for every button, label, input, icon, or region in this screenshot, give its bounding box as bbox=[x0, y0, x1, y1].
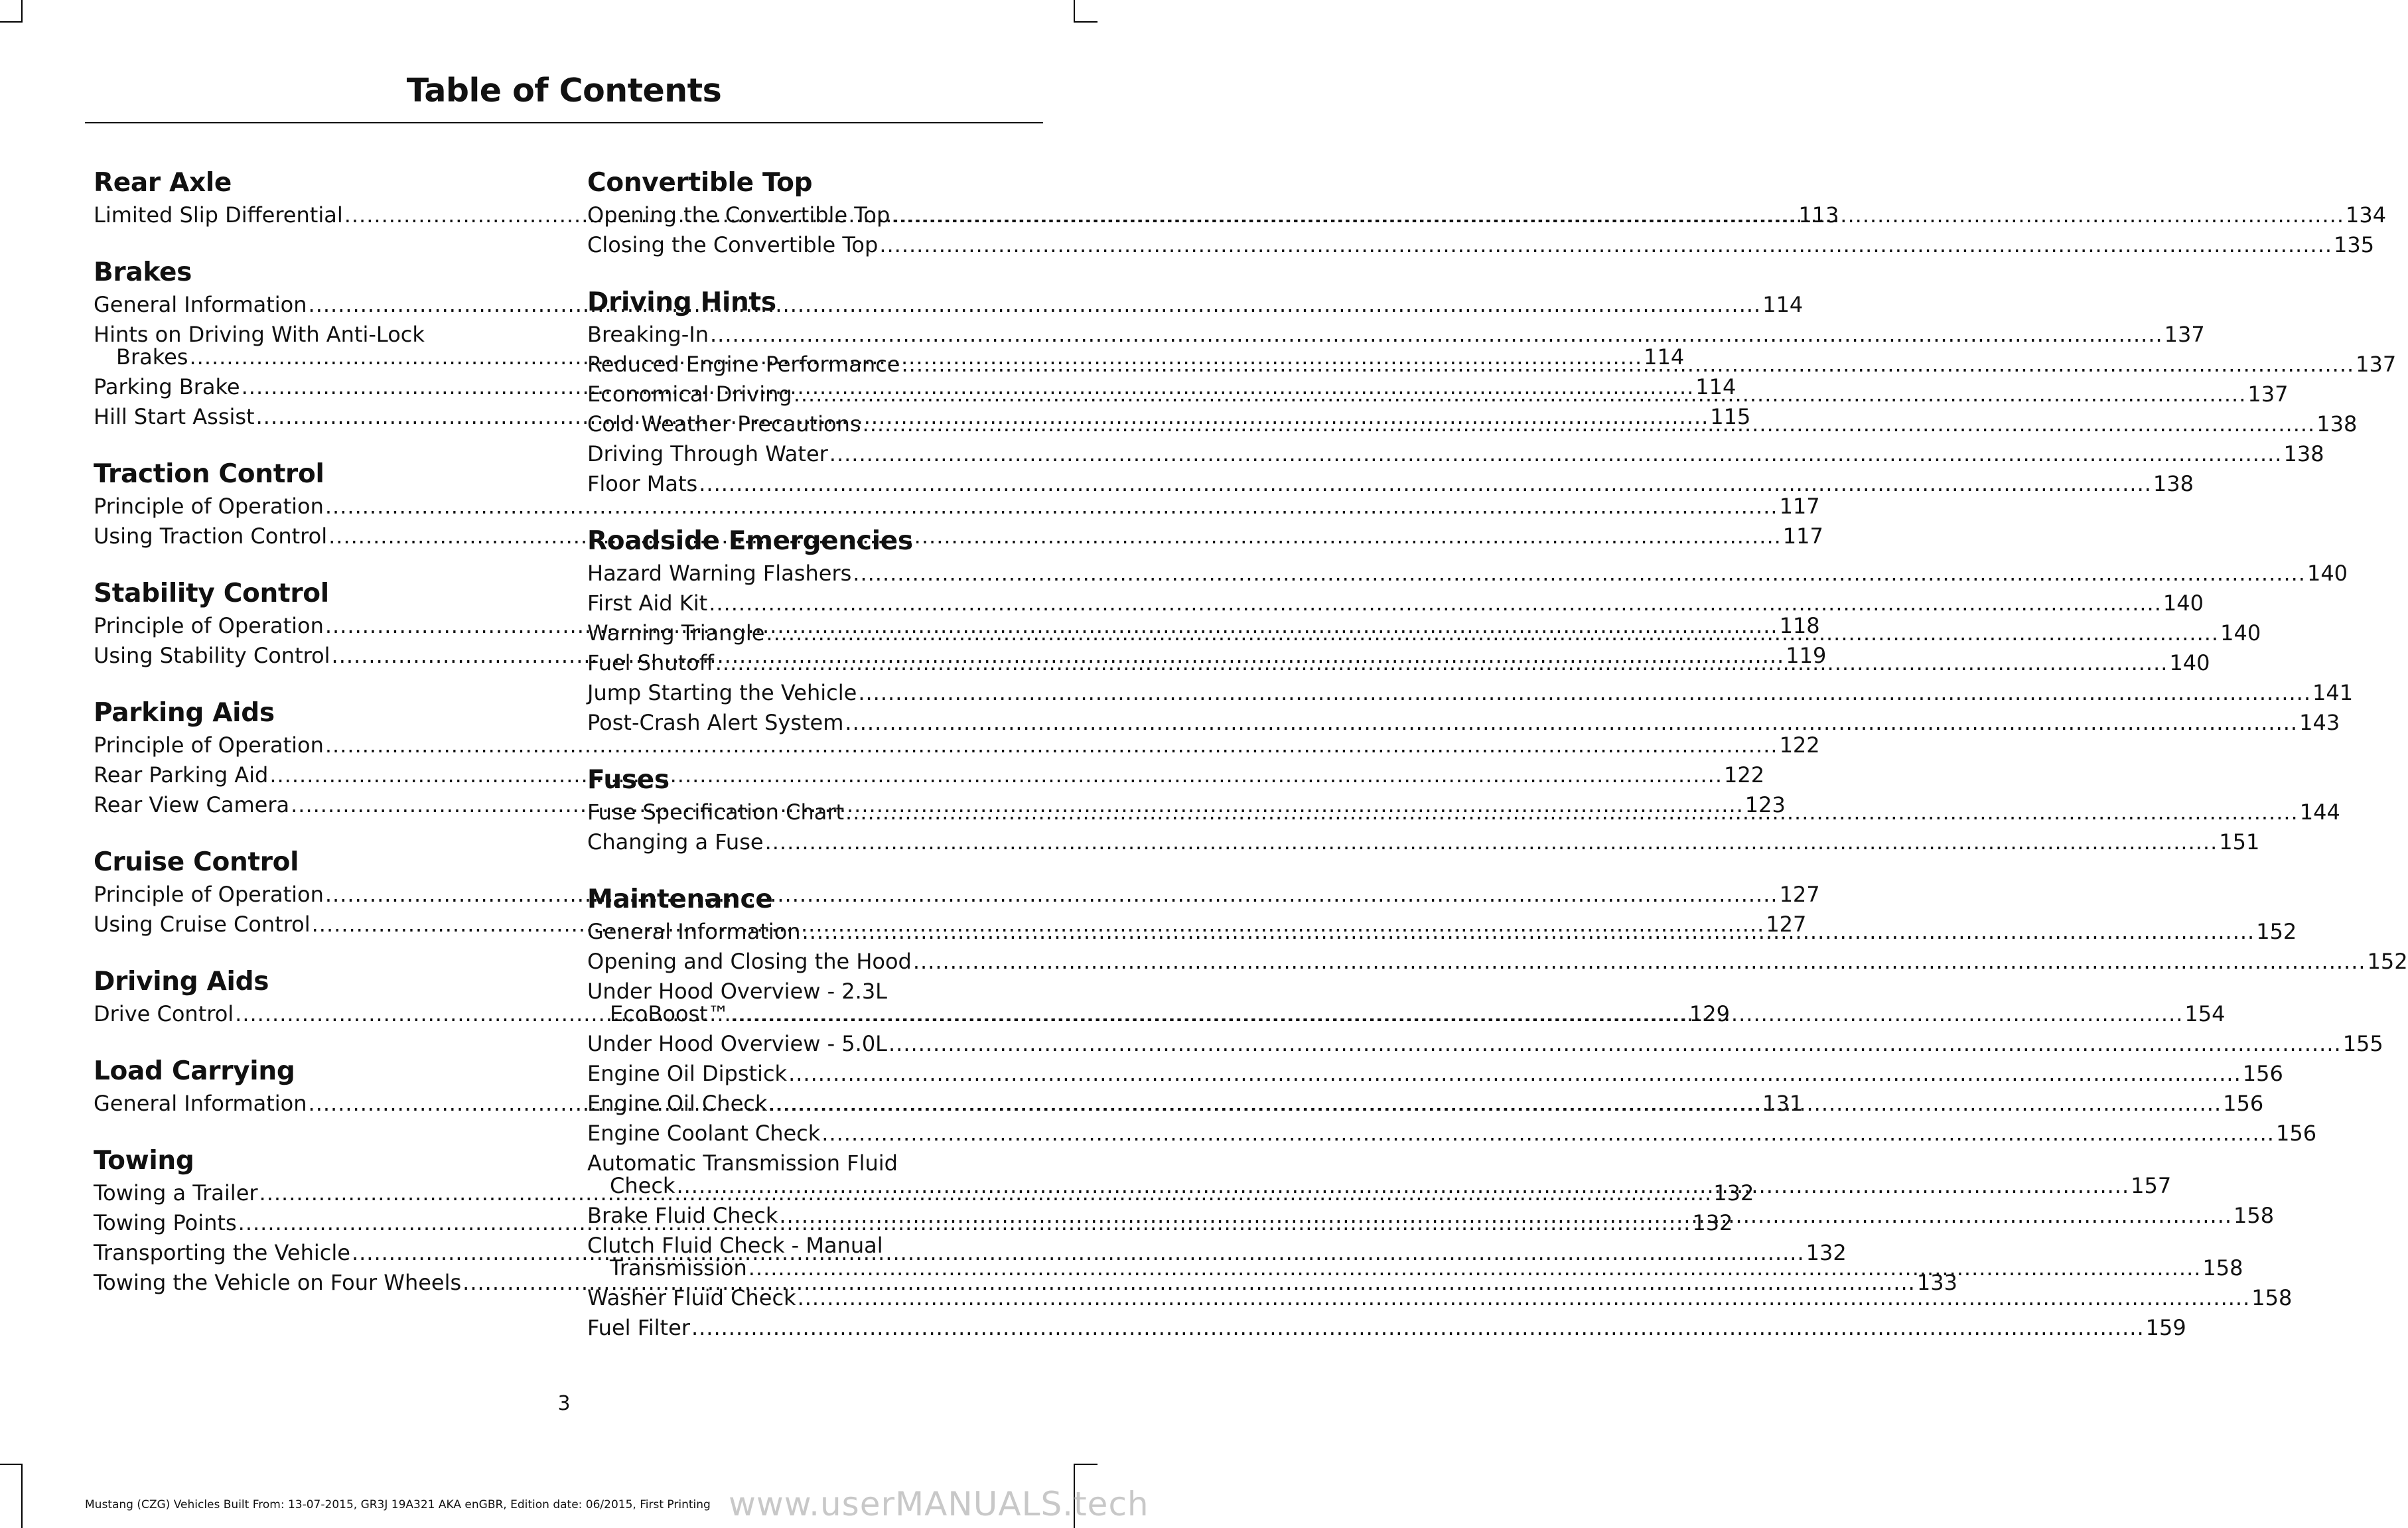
entry-page-number: 134 bbox=[2345, 202, 2387, 228]
entry-title: Engine Oil Check bbox=[587, 1091, 768, 1116]
entry-title: Closing the Convertible Top bbox=[587, 232, 879, 257]
entry-title: Limited Slip Differential bbox=[94, 202, 343, 228]
dot-leader bbox=[779, 1204, 2232, 1227]
entry-title: Jump Starting the Vehicle bbox=[587, 680, 857, 705]
toc-entry[interactable] bbox=[587, 1029, 2383, 1059]
dot-leader bbox=[715, 652, 2168, 674]
section-heading: Fuses bbox=[587, 765, 670, 795]
page-number: 3 bbox=[557, 1392, 571, 1415]
dot-leader bbox=[699, 472, 2152, 495]
section-heading: Rear Axle bbox=[94, 168, 232, 198]
entry-title: Changing a Fuse bbox=[587, 829, 764, 855]
dot-leader bbox=[901, 353, 2354, 376]
crop-mark bbox=[21, 1464, 23, 1528]
toc-entry[interactable] bbox=[587, 708, 2340, 738]
entry-page-number: 122 bbox=[1779, 732, 1820, 758]
entry-title: General Information bbox=[94, 292, 307, 317]
entry-title: Principle of Operation bbox=[94, 494, 324, 519]
dot-leader bbox=[802, 920, 2255, 943]
dot-leader bbox=[710, 323, 2163, 346]
entry-page-number: 140 bbox=[2169, 650, 2210, 675]
dot-leader bbox=[913, 950, 2366, 973]
toc-entry[interactable] bbox=[587, 559, 2348, 589]
entry-page-number: 114 bbox=[1695, 374, 1736, 399]
entry-title: Towing Points bbox=[94, 1210, 237, 1235]
entry-title: EcoBoost™ bbox=[610, 1001, 729, 1026]
dot-leader bbox=[676, 1174, 2129, 1197]
entry-page-number: 151 bbox=[2219, 829, 2260, 855]
section-heading: Traction Control bbox=[94, 459, 324, 489]
entry-page-number: 141 bbox=[2312, 680, 2354, 705]
entry-page-number: 155 bbox=[2342, 1031, 2383, 1056]
section-heading: Stability Control bbox=[94, 579, 329, 608]
entry-page-number: 158 bbox=[2251, 1285, 2293, 1310]
section-heading: Brakes bbox=[94, 257, 192, 287]
toc-entry[interactable] bbox=[587, 320, 2205, 350]
entry-title: Warning Triangle bbox=[587, 620, 765, 646]
dot-leader bbox=[858, 681, 2311, 704]
crop-mark bbox=[21, 0, 23, 23]
entry-title: Washer Fluid Check bbox=[587, 1285, 796, 1310]
entry-title: Check bbox=[610, 1173, 675, 1198]
dot-leader bbox=[821, 1122, 2275, 1145]
section-heading: Driving Hints bbox=[587, 287, 776, 317]
entry-title: Automatic Transmission Fluid bbox=[587, 1150, 898, 1176]
entry-title: Brakes bbox=[116, 344, 188, 370]
entry-title: Principle of Operation bbox=[94, 613, 324, 638]
entry-title: Hazard Warning Flashers bbox=[587, 561, 852, 586]
entry-page-number: 132 bbox=[1713, 1180, 1754, 1206]
entry-page-number: 123 bbox=[1744, 792, 1786, 817]
dot-leader bbox=[766, 622, 2219, 644]
section-heading: Convertible Top bbox=[587, 168, 813, 198]
toc-entry[interactable] bbox=[587, 678, 2354, 708]
dot-leader bbox=[325, 883, 1778, 906]
entry-page-number: 140 bbox=[2306, 561, 2348, 586]
dot-leader bbox=[829, 443, 2283, 465]
title-divider bbox=[85, 122, 1043, 123]
entry-title: Rear View Camera bbox=[94, 792, 290, 817]
toc-entry[interactable] bbox=[587, 1283, 2293, 1313]
toc-entry[interactable] bbox=[587, 827, 2260, 857]
entry-page-number: 143 bbox=[2299, 710, 2340, 735]
section-heading: Cruise Control bbox=[94, 847, 299, 877]
section-heading: Roadside Emergencies bbox=[587, 526, 913, 556]
entry-page-number: 113 bbox=[1798, 202, 1839, 228]
entry-title: Engine Coolant Check bbox=[587, 1121, 821, 1146]
entry-page-number: 137 bbox=[2164, 322, 2205, 347]
entry-title: Reduced Engine Performance bbox=[587, 352, 900, 377]
entry-page-number: 156 bbox=[2223, 1091, 2264, 1116]
section-heading: Load Carrying bbox=[94, 1056, 295, 1086]
entry-title: Economical Driving bbox=[587, 382, 792, 407]
toc-entry[interactable] bbox=[587, 1059, 2283, 1089]
entry-page-number: 154 bbox=[2184, 1001, 2226, 1026]
dot-leader bbox=[845, 801, 2299, 823]
entry-page-number: 158 bbox=[2233, 1203, 2275, 1228]
dot-leader bbox=[891, 204, 2344, 226]
entry-page-number: 114 bbox=[1644, 344, 1685, 370]
entry-title: Fuse Specification Chart bbox=[587, 799, 845, 825]
entry-title: Hints on Driving With Anti-Lock bbox=[94, 322, 425, 347]
entry-title: Engine Oil Dipstick bbox=[587, 1061, 788, 1086]
entry-title: Transporting the Vehicle bbox=[94, 1240, 350, 1265]
section-heading: Maintenance bbox=[587, 884, 773, 914]
crop-mark bbox=[0, 1464, 23, 1465]
crop-mark bbox=[1075, 21, 1098, 23]
entry-page-number: 138 bbox=[2316, 411, 2358, 437]
toc-entry[interactable] bbox=[587, 439, 2324, 469]
dot-leader bbox=[748, 1257, 2202, 1279]
entry-title: Principle of Operation bbox=[94, 732, 324, 758]
dot-leader bbox=[788, 1062, 2241, 1085]
entry-page-number: 138 bbox=[2153, 471, 2194, 496]
entry-page-number: 137 bbox=[2247, 382, 2289, 407]
toc-entry[interactable] bbox=[94, 730, 1820, 760]
entry-page-number: 158 bbox=[2202, 1255, 2243, 1281]
entry-page-number: 117 bbox=[1779, 494, 1820, 519]
dot-leader bbox=[879, 234, 2332, 256]
entry-page-number: 156 bbox=[2275, 1121, 2317, 1146]
toc-entry[interactable] bbox=[587, 1313, 2186, 1343]
entry-title: Using Traction Control bbox=[94, 523, 328, 549]
entry-title: Clutch Fluid Check - Manual bbox=[587, 1233, 883, 1258]
entry-title: Brake Fluid Check bbox=[587, 1203, 778, 1228]
toc-entry[interactable] bbox=[587, 947, 2408, 977]
entry-title: Post-Crash Alert System bbox=[587, 710, 844, 735]
page-title: Table of Contents bbox=[406, 72, 722, 109]
dot-leader bbox=[888, 1032, 2342, 1055]
entry-title: Fuel Shutoff bbox=[587, 650, 714, 675]
entry-page-number: 131 bbox=[1762, 1091, 1804, 1116]
dot-leader bbox=[853, 562, 2306, 585]
entry-title: Breaking-In bbox=[587, 322, 709, 347]
dot-leader bbox=[691, 1316, 2145, 1339]
entry-page-number: 129 bbox=[1689, 1001, 1730, 1026]
entry-title: Hill Start Assist bbox=[94, 404, 255, 429]
entry-title: Rear Parking Aid bbox=[94, 762, 269, 788]
toc-entry[interactable] bbox=[587, 589, 2204, 618]
dot-leader bbox=[794, 383, 2247, 405]
entry-title: Opening the Convertible Top bbox=[587, 202, 890, 228]
entry-title: Opening and Closing the Hood bbox=[587, 949, 912, 974]
dot-leader bbox=[325, 734, 1778, 756]
entry-title: Using Cruise Control bbox=[94, 912, 311, 937]
toc-entry[interactable] bbox=[587, 230, 2375, 260]
dot-leader bbox=[328, 525, 1782, 547]
dot-leader bbox=[768, 1092, 2222, 1115]
entry-page-number: 152 bbox=[2367, 949, 2408, 974]
entry-page-number: 157 bbox=[2131, 1173, 2172, 1198]
entry-title: Under Hood Overview - 5.0L bbox=[587, 1031, 887, 1056]
dot-leader bbox=[709, 592, 2162, 614]
entry-page-number: 152 bbox=[2256, 919, 2297, 944]
entry-page-number: 118 bbox=[1779, 613, 1820, 638]
dot-leader bbox=[765, 831, 2218, 853]
entry-title: Parking Brake bbox=[94, 374, 240, 399]
toc-entry[interactable] bbox=[587, 1119, 2317, 1148]
entry-page-number: 115 bbox=[1710, 404, 1751, 429]
dot-leader bbox=[845, 711, 2298, 734]
entry-page-number: 119 bbox=[1786, 643, 1827, 668]
footer-edition-info: Mustang (CZG) Vehicles Built From: 13-07-2015, GR3J 19A321 AKA enGBR, Edition date: 06/2015, First Printing bbox=[85, 1498, 711, 1511]
entry-title: General Information bbox=[587, 919, 801, 944]
entry-title: Using Stability Control bbox=[94, 643, 330, 668]
entry-title: Floor Mats bbox=[587, 471, 698, 496]
entry-page-number: 138 bbox=[2283, 441, 2324, 466]
dot-leader bbox=[309, 293, 1762, 316]
entry-page-number: 127 bbox=[1766, 912, 1807, 937]
entry-title: Drive Control bbox=[94, 1001, 234, 1026]
entry-page-number: 144 bbox=[2299, 799, 2340, 825]
dot-leader bbox=[863, 413, 2316, 435]
crop-mark bbox=[1074, 0, 1075, 23]
entry-page-number: 133 bbox=[1916, 1270, 1957, 1295]
section-heading: Towing bbox=[94, 1146, 194, 1176]
entry-title: Cold Weather Precautions bbox=[587, 411, 861, 437]
entry-title: Fuel Filter bbox=[587, 1315, 690, 1340]
entry-title: Transmission bbox=[610, 1255, 747, 1281]
entry-page-number: 140 bbox=[2220, 620, 2261, 646]
dot-leader bbox=[798, 1286, 2251, 1309]
crop-mark bbox=[0, 21, 23, 23]
entry-page-number: 137 bbox=[2356, 352, 2397, 377]
entry-page-number: 156 bbox=[2242, 1061, 2283, 1086]
entry-title: Towing a Trailer bbox=[94, 1180, 258, 1206]
dot-leader bbox=[731, 1003, 2184, 1025]
entry-page-number: 132 bbox=[1692, 1210, 1733, 1235]
section-heading: Driving Aids bbox=[94, 967, 269, 997]
entry-page-number: 122 bbox=[1724, 762, 1765, 788]
section-heading: Parking Aids bbox=[94, 698, 275, 728]
entry-page-number: 159 bbox=[2145, 1315, 2186, 1340]
entry-page-number: 132 bbox=[1806, 1240, 1847, 1265]
crop-mark bbox=[1075, 1464, 1098, 1465]
entry-page-number: 117 bbox=[1782, 523, 1823, 549]
entry-page-number: 135 bbox=[2334, 232, 2375, 257]
toc-entry[interactable] bbox=[94, 492, 1820, 521]
entry-title: Under Hood Overview - 2.3L bbox=[587, 979, 887, 1004]
entry-title: General Information bbox=[94, 1091, 307, 1116]
toc-entry[interactable] bbox=[587, 469, 2194, 499]
watermark: www.userMANUALS.tech bbox=[729, 1485, 1149, 1523]
entry-page-number: 127 bbox=[1779, 882, 1820, 907]
entry-title: Towing the Vehicle on Four Wheels bbox=[94, 1270, 462, 1295]
entry-page-number: 140 bbox=[2162, 590, 2204, 616]
entry-title: First Aid Kit bbox=[587, 590, 708, 616]
entry-title: Driving Through Water bbox=[587, 441, 828, 466]
entry-title: Principle of Operation bbox=[94, 882, 324, 907]
dot-leader bbox=[325, 495, 1778, 518]
entry-page-number: 114 bbox=[1762, 292, 1804, 317]
